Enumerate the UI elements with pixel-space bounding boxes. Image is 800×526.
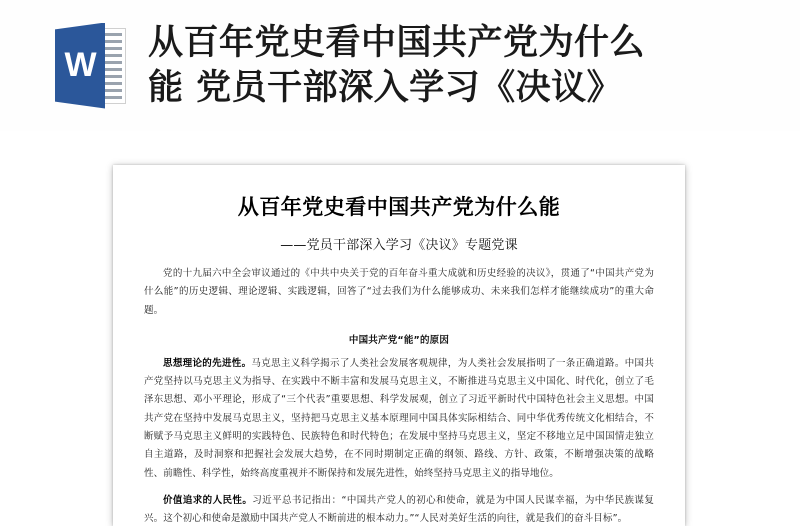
word-document-icon <box>42 23 134 109</box>
document-section-heading: 中国共产党“能”的原因 <box>348 334 450 346</box>
section-body-advancement: 马克思主义科学揭示了人类社会发展客观规律，为人类社会发展指明了一条正确道路。中国共产党坚持以马克思主义为指导、在实践中不断丰富和发展马克思主义，不断推进马克思主义中国化、时代化，创立了毛泽东思想、邓小平理论，形成了“三个代表”重要思想、科学发展观，创立了习近平新时代中国特色社会主义思想。中国共产党在坚持中发展马克思主义，坚持把马克思主义基本原理同中国具体实际相结合、同中华优秀传统文化相结合，不断赋予马克思主义鲜明的实践特色、民族特色和时代特色；在发展中坚持马克思主义，坚定不移地立足中国国情走独立自主道路，及时洞察和把握社会发展大趋势，在不同时期制定正确的纲领、路线、方针、政策，不断增强决策的战略性、前瞻性、科学性，始终高度重视并不断保持和发展先进性，始终坚持马克思主义的指导地位。 <box>144 357 654 479</box>
document-subtitle: ——党员干部深入学习《决议》专题党课 <box>280 238 518 253</box>
document-section-peoples-nature <box>144 492 654 526</box>
word-icon-letter: W <box>64 46 96 84</box>
document-paragraph-intro: 党的十九届六中全会审议通过的《中共中央关于党的百年奋斗重大成就和历史经验的决议》，贯通了“中国共产党为什么能”的历史逻辑、理论逻辑、实践逻辑，回答了“过去我们为什么能够成功、未来我们怎样才能继续成功”的重大命题。 <box>144 268 654 316</box>
header-title: 从百年党史看中国共产党为什么能 党员干部深入学习《决议》 <box>148 22 646 108</box>
section-body-peoples-nature: 习近平总书记指出：“中国共产党人的初心和使命，就是为中国人民谋幸福，为中华民族谋复兴。这个初心和使命是激励中国共产党人不断前进的根本动力。”“人民对美好生活的向往，就是我们的奋斗目标”。 <box>144 494 654 525</box>
header-banner <box>0 0 800 131</box>
document-page[interactable] <box>113 165 685 526</box>
section-lead-advancement: 思想理论的先进性。 <box>163 357 252 369</box>
section-lead-peoples-nature: 价值追求的人民性。 <box>163 494 253 506</box>
document-title: 从百年党史看中国共产党为什么能 <box>237 195 561 219</box>
document-preview-stage <box>0 131 800 526</box>
document-section-advancement <box>144 355 654 483</box>
